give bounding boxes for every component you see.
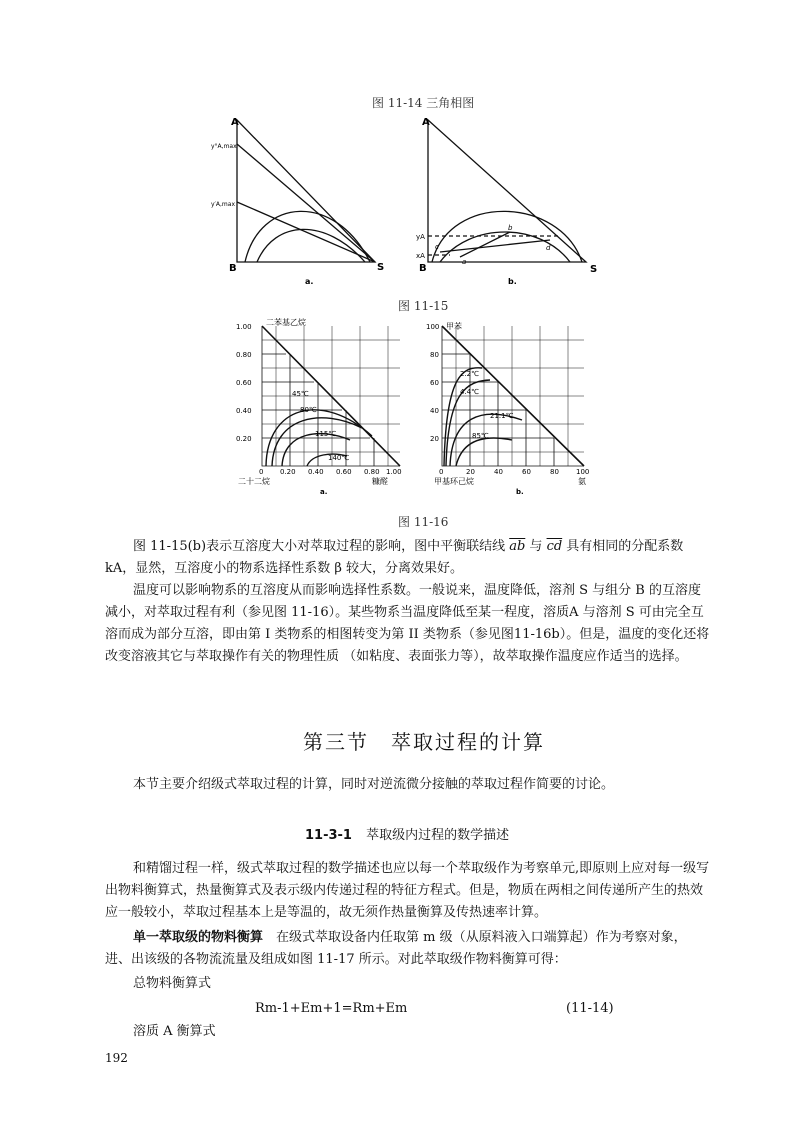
- label-B: B: [419, 263, 427, 274]
- label-ya-max-1: y°A,max: [211, 143, 237, 150]
- tie-line-cd-symbol: $\overline{cd}$: [546, 539, 563, 554]
- label-B: B: [229, 263, 237, 274]
- xtick: 80: [550, 468, 559, 476]
- ytick: 0.60: [236, 379, 252, 387]
- para1-line2: kA，显然，互溶度小的物系选择性系数 β 较大，分离效果好。: [105, 561, 464, 576]
- tie-line: [237, 144, 375, 262]
- temp-label: 80℃: [300, 406, 317, 414]
- solute-balance-label: 溶质 A 衡算式: [133, 1024, 216, 1039]
- xtick: 60: [522, 468, 531, 476]
- para2-text: 温度可以影响物系的互溶度从而影响选择性系数。一般说来，温度降低，溶剂 S 与组分 B 的互溶度减小，对萃取过程有利（参见图 11-16）。某些物系当温度降低至某一程度，溶质A 与溶剂 S 可由完全互溶而成为部分互溶，即由第 I 类物系的相图转变为第 II 类物系（参见图11-16b）。但是，温度的变化还将改变溶液其它与萃取操作有关的物理性质 （如粘度、表面张力等），故萃取操作温度应作适当的选择。: [105, 583, 710, 664]
- ytick: 0.40: [236, 407, 252, 415]
- paragraph-1: [105, 536, 710, 580]
- intro-paragraph: [105, 774, 710, 796]
- binodal-curve: [432, 211, 582, 262]
- label-A: A: [231, 117, 239, 128]
- subfig-label: a.: [320, 488, 328, 496]
- temp-label: 4.4℃: [460, 388, 479, 396]
- xtick: 0.20: [280, 468, 296, 476]
- equation-number: (11-14): [566, 1001, 614, 1016]
- label-S: S: [590, 264, 598, 275]
- paragraph-4: [105, 927, 710, 971]
- fig-11-14-caption: 图 11-14 三角相图: [372, 96, 475, 110]
- tie-line-ab-symbol: $\overline{ab}$: [509, 539, 526, 554]
- label-S: S: [377, 262, 385, 273]
- fig-11-15-caption: 图 11-15: [398, 299, 449, 313]
- temp-label: 140℃: [328, 454, 350, 462]
- xtick: 0.60: [336, 468, 352, 476]
- paragraph-3: [105, 858, 710, 924]
- label-xA: xA: [416, 252, 425, 260]
- equation-11-14: Rm-1+Em+1=Rm+Em: [255, 1001, 408, 1016]
- para3-text: 和精馏过程一样，级式萃取过程的数学描述也应以每一个萃取级作为考察单元,即原则上应对每一级写出物料衡算式，热量衡算式及表示级内传递过程的特征方程式。但是，物质在两相之间传递所产生的热效应一般较小，萃取过程基本上是等温的，故无须作热量衡算及传热速率计算。: [105, 861, 710, 920]
- ytick: 0.20: [236, 435, 252, 443]
- para1-text: 图 11-15(b)表示互溶度大小对萃取过程的影响，图中平衡联结线: [133, 539, 510, 554]
- ytick: 0.80: [236, 351, 252, 359]
- x-left-label: 二十二烷: [238, 477, 270, 486]
- para4-text: 在级式萃取设备内任取第 m 级（从原料液入口端算起）作为考察对象，进、出该级的各物流流量及组成如图 11-17 所示。对此萃取级作物料衡算可得：: [105, 930, 687, 967]
- subsection-heading: [305, 824, 509, 843]
- triangle: [428, 120, 586, 262]
- ytick: 1.00: [236, 323, 252, 331]
- xtick: 0: [259, 468, 264, 476]
- intro-text: 本节主要介绍级式萃取过程的计算，同时对逆流微分接触的萃取过程作简要的讨论。: [133, 777, 615, 792]
- temp-label: 21.1℃: [490, 412, 514, 420]
- xtick: 0.40: [308, 468, 324, 476]
- subfig-label: b.: [516, 488, 524, 496]
- temp-label: 85℃: [472, 432, 489, 440]
- label-d: d: [546, 244, 551, 252]
- subfig-label: a.: [305, 277, 314, 286]
- fig-11-16a: [222, 316, 407, 498]
- label-yA: yA: [416, 233, 425, 241]
- label-c: c: [435, 243, 439, 251]
- xtick: 0: [439, 468, 444, 476]
- para1-text: 与: [525, 539, 547, 554]
- chart-title: 甲苯: [446, 322, 462, 331]
- fig-11-16-caption: 图 11-16: [398, 515, 449, 529]
- fig-11-16b: [422, 316, 607, 498]
- temp-label: 115℃: [315, 430, 337, 438]
- para4-bold-heading: 单一萃取级的物料衡算: [133, 930, 264, 945]
- label-a: a: [462, 258, 467, 266]
- para1-text: 具有相同的分配系数: [562, 539, 684, 554]
- xtick: 0.80: [364, 468, 380, 476]
- triangle: [237, 120, 375, 262]
- xtick: 1.00: [386, 468, 402, 476]
- temp-label: 2.2℃: [460, 370, 479, 378]
- total-balance-label: 总物料衡算式: [133, 976, 212, 991]
- x-right-label: 糠醛: [372, 477, 388, 486]
- label-ya-max-2: y′A,max: [211, 201, 235, 208]
- ytick: 80: [430, 351, 439, 359]
- x-right-label: 氨: [578, 477, 586, 486]
- xtick: 20: [466, 468, 475, 476]
- ytick: 60: [430, 379, 439, 387]
- section-title: 第三节 萃取过程的计算: [303, 730, 545, 754]
- paragraph-2: [105, 580, 710, 668]
- ytick: 20: [430, 435, 439, 443]
- subfig-label: b.: [508, 277, 517, 286]
- subsection-title: 萃取级内过程的数学描述: [366, 828, 510, 843]
- subsection-number: 11-3-1: [305, 828, 352, 843]
- xtick: 40: [494, 468, 503, 476]
- temp-label: 45℃: [292, 390, 309, 398]
- label-A: A: [422, 117, 430, 128]
- xtick: 100: [576, 468, 590, 476]
- ytick: 40: [430, 407, 439, 415]
- x-left-label: 甲基环己烷: [434, 477, 474, 486]
- fig-11-15b: [410, 112, 610, 290]
- fig-11-15a: [205, 112, 395, 290]
- page-number: 192: [105, 1051, 128, 1065]
- ytick: 100: [426, 323, 440, 331]
- chart-title: 二苯基乙烷: [266, 318, 306, 327]
- label-b: b: [508, 224, 513, 232]
